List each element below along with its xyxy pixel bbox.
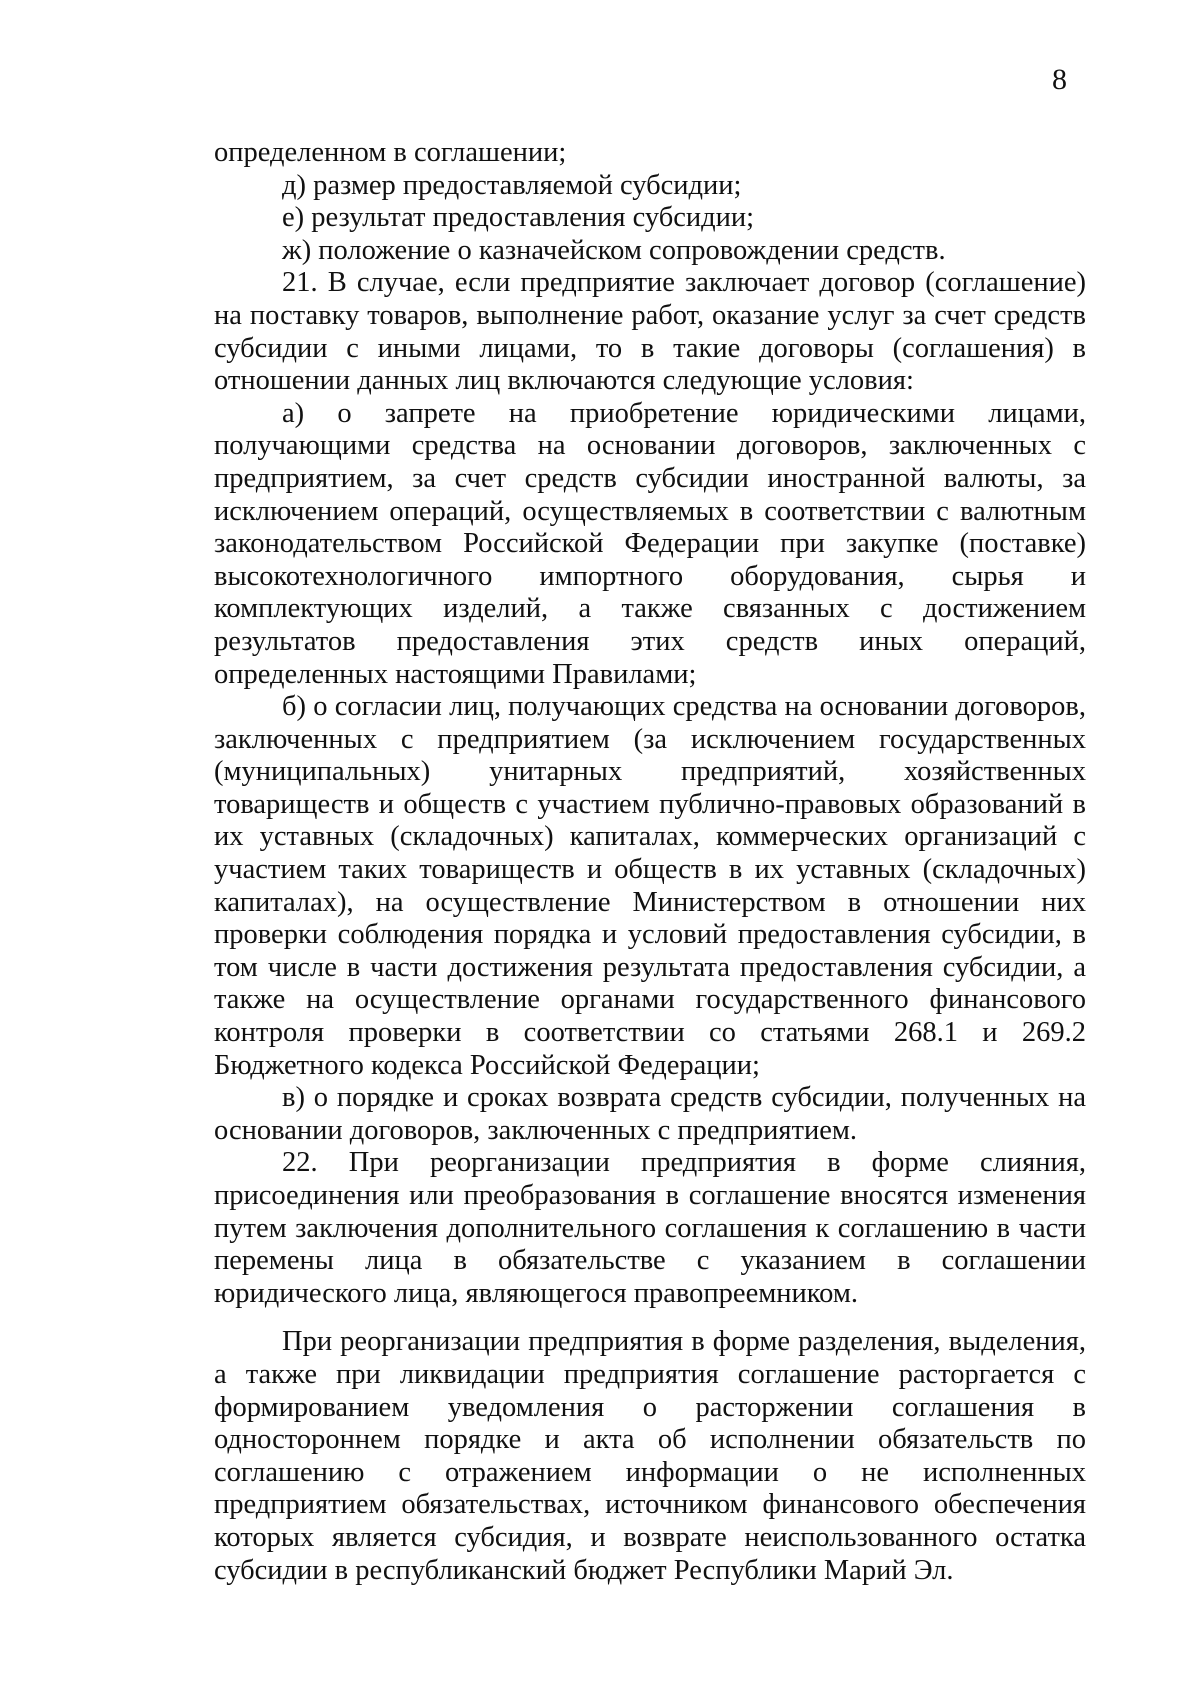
document-body (214, 137, 1086, 1587)
paragraph-item-e: е) результат предоставления субсидии; (282, 202, 755, 234)
paragraph-item-d: д) размер предоставляемой субсидии; (282, 169, 742, 201)
page-number: 8 (1052, 63, 1067, 96)
paragraph-21-b: б) о согласии лиц, получающих средства на основании договоров, заключенных с предприятием (за исключением государственных (муниципальных) унитарных предприятий, хозяйственных товариществ и обществ с участием публично-правовых образований в их уставных (складочных) капиталах, коммерческих организаций с участием таких товариществ и обществ в их уставных (складочных) капиталах), на осуществление Министерством в отношении них проверки соблюдения порядка и условий предоставления субсидии, в том числе в части достижения результата предоставления субсидии, а также на осуществление органами государственного финансового контроля проверки в соответствии со статьями 268.1 и 269.2 Бюджетного кодекса Российской Федерации; (214, 691, 1086, 1081)
paragraph-item-zh: ж) положение о казначейском сопровождении средств. (282, 234, 946, 266)
paragraph-21: 21. В случае, если предприятие заключает договор (соглашение) на поставку товаров, выполнение работ, оказание услуг за счет средств субсидии с иными лицами, то в такие договоры (соглашения) в отношении данных лиц включаются следующие условия: (214, 267, 1086, 397)
paragraph-22-second: При реорганизации предприятия в форме разделения, выделения, а также при ликвидации предприятия соглашение расторгается с формированием уведомления о расторжении соглашения в одностороннем порядке и акта об исполнении обязательств по соглашению с отражением информации о не исполненных предприятием обязательствах, источником финансового обеспечения которых является субсидия, и возврате неиспользованного остатка субсидии в республиканский бюджет Республики Марий Эл. (214, 1326, 1086, 1586)
paragraph-continuation: определенном в соглашении; (214, 137, 567, 168)
paragraph-22: 22. При реорганизации предприятия в форме слияния, присоединения или преобразования в соглашение вносятся изменения путем заключения дополнительного соглашения к соглашению в части перемены лица в обязательстве с указанием в соглашении юридического лица, являющегося правопреемником. (214, 1147, 1086, 1309)
paragraph-21-a: а) о запрете на приобретение юридическими лицами, получающими средства на основании договоров, заключенных с предприятием, за счет средств субсидии иностранной валюты, за исключением операций, осуществляемых в соответствии с валютным законодательством Российской Федерации при закупке (поставке) высокотехнологичного импортного оборудования, сырья и комплектующих изделий, а также связанных с достижением результатов предоставления этих средств иных операций, определенных настоящими Правилами; (214, 397, 1086, 690)
paragraph-21-v: в) о порядке и сроках возврата средств субсидии, полученных на основании договоров, заключенных с предприятием. (214, 1082, 1086, 1146)
